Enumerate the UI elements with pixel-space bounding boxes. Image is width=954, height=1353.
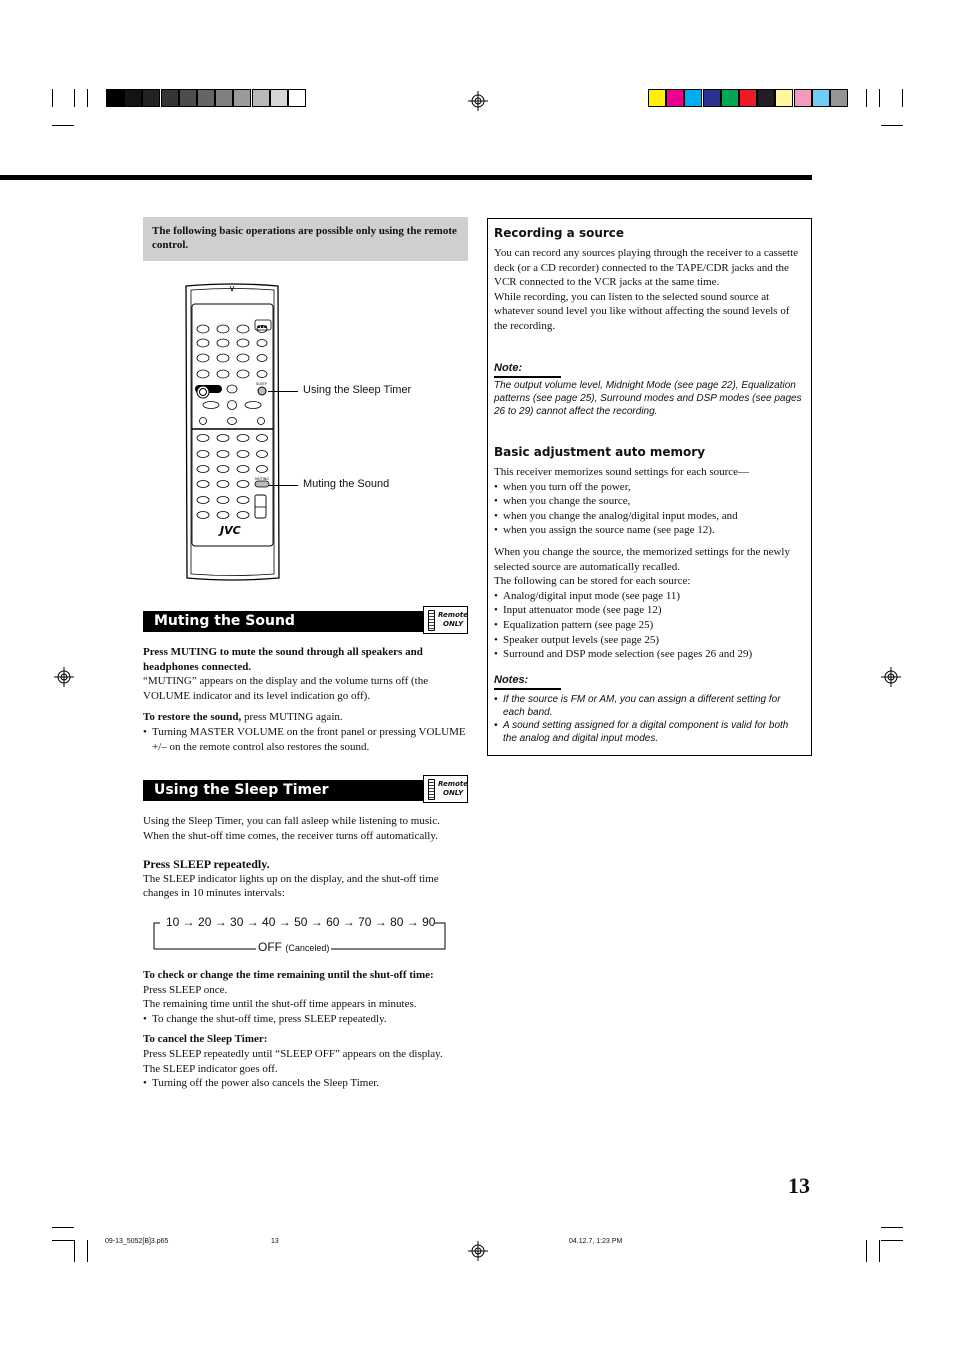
sleep-body-bottom: To check or change the time remaining until the shut-off time: Press SLEEP once. The remaining time until the shut-off time appears in minutes. • To change the shut-off time, press SLEEP repeatedly. To cancel the Sleep Timer: Press SLEEP repeatedly until “SLEEP OFF” appears on the display. The SLEEP indicator goes off. • Turning off the power also cancels the Sleep Timer.: [143, 968, 473, 1091]
muting-body: Press MUTING to mute the sound through all speakers and headphones connected. “MUTING” appears on the display and the volume turns off (the VOLUME indicator and its level indication go off). To restore the sound, press MUTING again. • Turning MASTER VOLUME on the front panel or pressing VOLUME +/– on the remote control also restores the sound.: [143, 645, 468, 754]
footer-file: 09-13_5052[B]3.p65: [105, 1238, 169, 1245]
remote-button: [197, 481, 209, 488]
remote-button: [200, 418, 207, 425]
remote-button: [217, 512, 229, 519]
memory-heading: Basic adjustment auto memory: [494, 445, 706, 459]
remote-muting-label: MUTING: [255, 477, 270, 481]
color-swatch: [161, 89, 179, 107]
color-swatch: [288, 89, 306, 107]
color-swatch: [270, 89, 288, 107]
list-item: • when you assign the source name (see page 12).: [494, 523, 804, 538]
remote-button: [228, 401, 237, 410]
list-item: • when you turn off the power,: [494, 480, 804, 495]
list-item: • Analog/digital input mode (see page 11): [494, 589, 804, 604]
list-item: • Equalization pattern (see page 25): [494, 618, 804, 633]
registration-target-icon: [468, 1241, 488, 1261]
color-swatch: [721, 89, 739, 107]
color-swatch: [233, 89, 251, 107]
remote-button: [217, 451, 229, 458]
remote-button: [217, 466, 229, 473]
remote-button: [197, 466, 209, 473]
footer-page: 13: [271, 1238, 279, 1245]
color-swatch: [124, 89, 142, 107]
sleep-canceled-label: (Canceled): [285, 943, 330, 953]
remote-button: [217, 354, 229, 362]
registration-target-icon: [881, 667, 901, 687]
page-number: 13: [788, 1173, 810, 1198]
intro-box: The following basic operations are possible only using the remote control.: [143, 217, 468, 261]
remote-button: [237, 451, 249, 458]
remote-button: [197, 325, 209, 333]
remote-button: [237, 512, 249, 519]
remote-button: [257, 466, 268, 473]
color-swatch: [757, 89, 775, 107]
remote-button: [257, 371, 267, 378]
remote-button: [237, 466, 249, 473]
callout-muting: Muting the Sound: [303, 478, 390, 490]
remote-control-illustration: [180, 282, 284, 584]
remote-button: [237, 354, 249, 362]
remote-button: [203, 402, 219, 409]
remote-button: [217, 481, 229, 488]
color-swatch: [215, 89, 233, 107]
svg-text:▪▪▪: ▪▪▪: [257, 324, 268, 330]
remote-button: [197, 497, 209, 504]
recording-note-heading: Note:: [494, 362, 523, 374]
list-item: • Speaker output levels (see page 25): [494, 633, 804, 648]
color-swatch: [252, 89, 270, 107]
remote-button: [197, 354, 209, 362]
remote-icon: [428, 779, 435, 800]
list-item: • when you change the source,: [494, 494, 804, 509]
remote-button: [257, 451, 268, 458]
color-swatch: [739, 89, 757, 107]
color-swatch: [106, 89, 124, 107]
remote-button: [217, 497, 229, 504]
sleep-off-label: OFF: [258, 940, 282, 954]
color-swatch: [812, 89, 830, 107]
color-swatch: [794, 89, 812, 107]
remote-sleep-label: SLEEP: [256, 382, 267, 386]
sleep-interval-diagram: [152, 913, 447, 955]
remote-button: [197, 370, 209, 378]
color-swatch: [703, 89, 721, 107]
sleep-body-top: Using the Sleep Timer, you can fall asleep while listening to music. When the shut-off time comes, the receiver turns off automatically. Press SLEEP repeatedly. The SLEEP indicator lights up on the display, and the shut-off time changes in 10 minutes intervals:: [143, 815, 440, 900]
sleep-sequence: 10 → 20 → 30 → 40 → 50 → 60 → 70 → 80 → 90: [166, 915, 436, 929]
remote-button: [237, 497, 249, 504]
color-swatch: [830, 89, 848, 107]
color-swatch: [197, 89, 215, 107]
right-info-panel: [487, 218, 812, 756]
color-swatch: [684, 89, 702, 107]
remote-button: [257, 340, 267, 347]
jvc-logo: JVC: [220, 524, 241, 537]
memory-body: This receiver memorizes sound settings for each source— • when you turn off the power, • when you change the source, • when you change the analog/digital input modes, and • when you assign the source name (see page 12). When you change the source, the memorized settings for the newly selected source are automatically recalled. The following can be stored for each source: • Analog/digital input mode (see page 11) • Input attenuator mode (see page 12) • Equalization pattern (see page 25) • Speaker output levels (see page 25) • Surround and DSP mode selection (see pages 26 and 29): [494, 465, 804, 662]
note-item: • A sound setting assigned for a digital component is valid for both the analog and digital input modes.: [494, 719, 804, 745]
header-rule: [0, 175, 812, 180]
recording-heading: Recording a source: [494, 226, 625, 240]
note-item: • If the source is FM or AM, you can assign a different setting for each band.: [494, 693, 804, 719]
remote-button: [227, 385, 237, 393]
footer-date: 04.12.7, 1:23 PM: [569, 1238, 623, 1245]
remote-button: [228, 418, 237, 425]
remote-only-badge: Remote ONLY: [423, 775, 468, 803]
color-swatch: [775, 89, 793, 107]
remote-button: [197, 512, 209, 519]
muting-heading: Muting the Sound: [143, 611, 423, 632]
remote-button: [245, 402, 261, 409]
callout-sleep-timer: Using the Sleep Timer: [303, 384, 412, 396]
remote-button: [237, 339, 249, 347]
remote-button: [217, 325, 229, 333]
remote-button: [257, 355, 267, 362]
remote-button: [197, 435, 209, 442]
memory-notes-heading: Notes:: [494, 674, 529, 686]
recording-body: You can record any sources playing through the receiver to a cassette deck (or a CD recorder) connected to the TAPE/CDR jacks and the VCR connected to the VCR jacks at the same time. While recording, you can listen to the selected sound source at whatever sound level you like without affecting the sound levels of the recording.: [494, 247, 799, 332]
list-item: • Surround and DSP mode selection (see pages 26 and 29): [494, 647, 804, 662]
color-swatch: [666, 89, 684, 107]
list-item: • when you change the analog/digital input modes, and: [494, 509, 804, 524]
remote-button: [217, 370, 229, 378]
remote-button: [237, 325, 249, 333]
remote-button: [217, 339, 229, 347]
list-item: • Input attenuator mode (see page 12): [494, 603, 804, 618]
remote-button: [237, 481, 249, 488]
color-swatch: [142, 89, 160, 107]
color-swatch: [179, 89, 197, 107]
remote-button: [197, 339, 209, 347]
memory-notes: [494, 693, 804, 745]
sleep-heading: Using the Sleep Timer: [143, 780, 423, 801]
remote-only-badge: Remote ONLY: [423, 606, 468, 634]
remote-icon: [428, 610, 435, 631]
remote-button: [197, 451, 209, 458]
registration-target-icon: [54, 667, 74, 687]
remote-button: [257, 435, 268, 442]
registration-target-icon: [468, 91, 488, 111]
remote-button: [237, 435, 249, 442]
remote-button: [258, 418, 265, 425]
recording-note: The output volume level, Midnight Mode (see page 22), Equalization patterns (see page 25), Surround modes and DSP modes (see pages 26 to 29) cannot affect the recording.: [494, 380, 802, 417]
remote-button: [237, 370, 249, 378]
remote-button: [217, 435, 229, 442]
color-swatch: [648, 89, 666, 107]
